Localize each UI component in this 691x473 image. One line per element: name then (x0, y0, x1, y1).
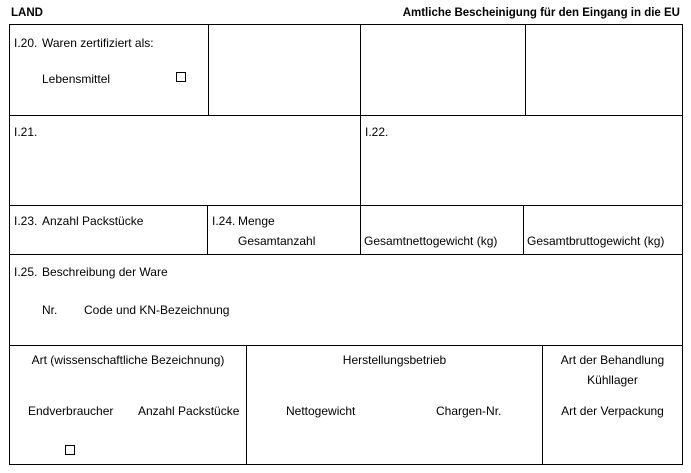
field-i20-label: I.20. (14, 36, 38, 50)
treatment-label: Art der Behandlung (560, 353, 665, 367)
code-label: Code und KN-Bezeichnung (84, 303, 230, 317)
document-title: Amtliche Bescheinigung für den Eingang in die EU (402, 7, 680, 19)
option-food-label: Lebensmittel (42, 72, 111, 86)
plant-section (246, 345, 543, 465)
species-label: Art (wissenschaftliche Bezeichnung) (31, 353, 225, 367)
field-i24 (207, 205, 361, 255)
number-label: Nr. (42, 303, 58, 317)
field-i24-text: Menge (238, 214, 275, 228)
field-i21 (9, 115, 361, 206)
field-i20-text: Waren zertifiziert als: (42, 36, 154, 50)
field-i21-label: I.21. (14, 125, 38, 139)
end-consumer-checkbox[interactable] (65, 445, 75, 455)
field-i20-col2 (208, 24, 361, 116)
field-i23 (9, 205, 208, 255)
net-weight-total-label: Gesamtnettogewicht (kg) (364, 234, 498, 248)
food-checkbox[interactable] (176, 72, 186, 82)
gross-weight-total-field (523, 205, 683, 255)
net-weight-total-field (360, 205, 524, 255)
batch-number-label: Chargen-Nr. (436, 404, 502, 418)
field-i25-label: I.25. (14, 265, 38, 279)
total-count-label: Gesamtanzahl (238, 234, 316, 248)
field-i20-col4 (525, 24, 683, 116)
plant-label: Herstellungsbetrieb (342, 353, 447, 367)
packages-label: Anzahl Packstücke (138, 404, 240, 418)
field-i25-text: Beschreibung der Ware (42, 265, 168, 279)
net-weight-label: Nettogewicht (286, 404, 356, 418)
field-i22 (360, 115, 683, 206)
field-i25 (9, 254, 683, 346)
field-i20 (9, 24, 209, 116)
treatment-section (542, 345, 683, 465)
end-consumer-label: Endverbraucher (28, 404, 114, 418)
species-section (9, 345, 247, 465)
field-i23-label: I.23. (14, 214, 38, 228)
gross-weight-total-label: Gesamtbruttogewicht (kg) (527, 234, 665, 248)
cold-store-label: Kühllager (587, 373, 638, 387)
field-i23-text: Anzahl Packstücke (42, 214, 144, 228)
country-label: LAND (11, 7, 43, 19)
field-i20-col3 (360, 24, 526, 116)
field-i22-label: I.22. (365, 125, 389, 139)
field-i24-label: I.24. (212, 214, 236, 228)
packaging-label: Art der Verpackung (561, 404, 664, 418)
